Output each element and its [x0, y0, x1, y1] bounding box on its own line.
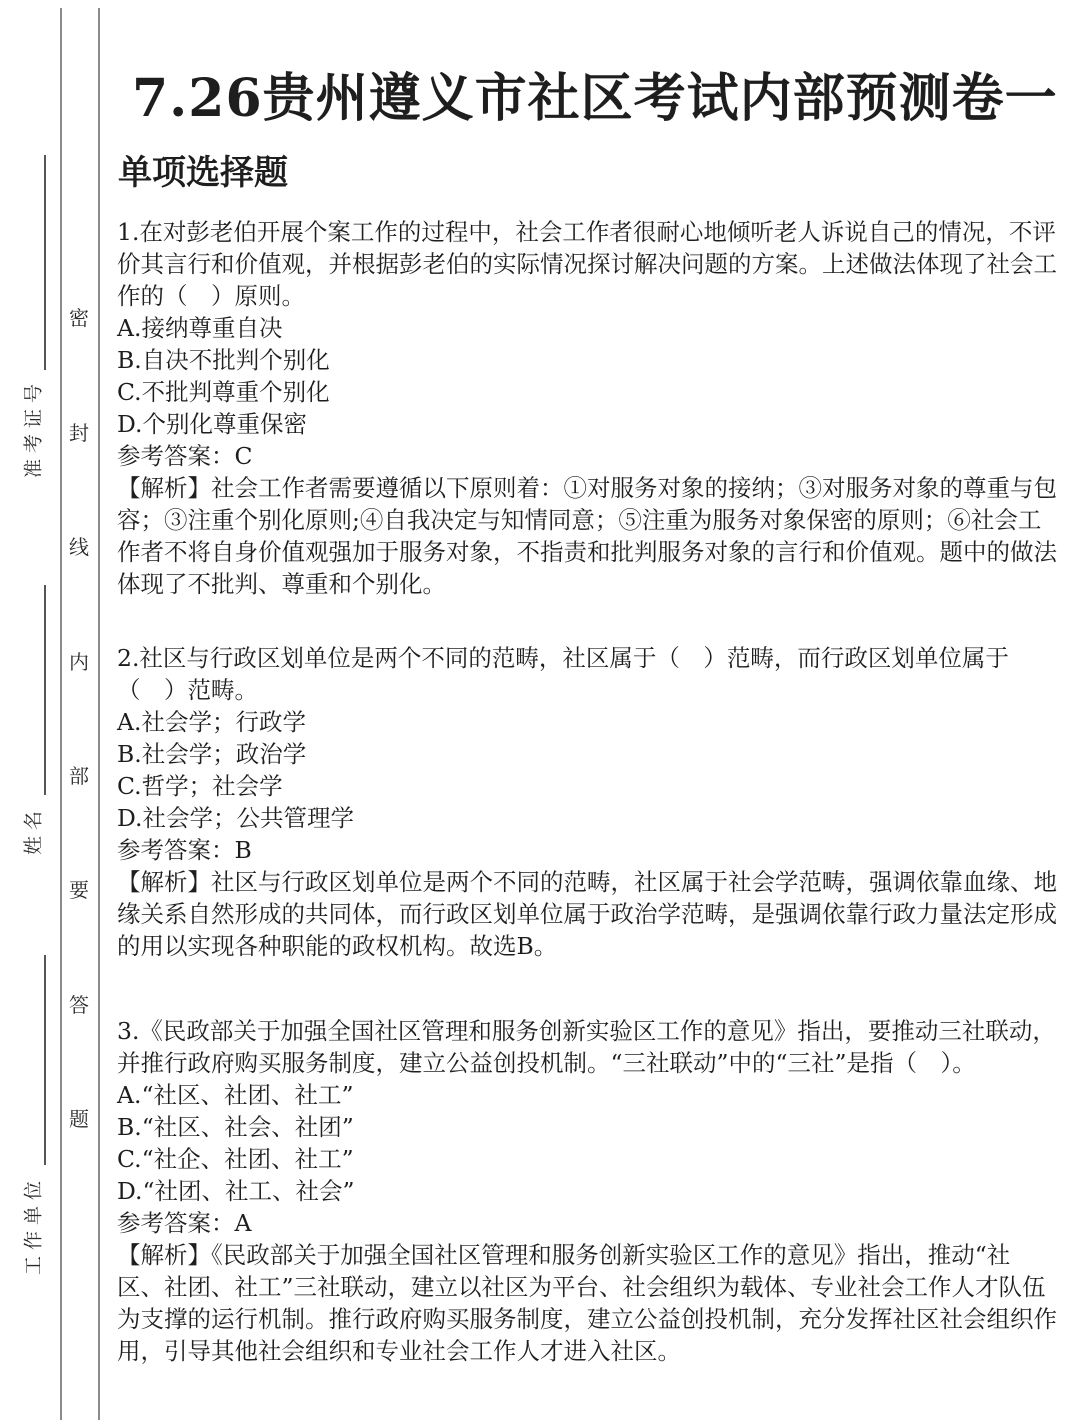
question-1: [117, 216, 1057, 600]
question-stem: 2.社区与行政区划单位是两个不同的范畴，社区属于（ ）范畴，而行政区划单位属于（ ）范畴。: [117, 644, 1009, 704]
binding-line-outer: [60, 8, 62, 1420]
option-c: C.不批判尊重个别化: [117, 378, 330, 406]
answer: 参考答案：A: [117, 1209, 252, 1237]
option-d: D.“社团、社工、社会”: [117, 1177, 355, 1205]
question-2: [117, 642, 1057, 962]
seal-char: 答: [69, 993, 89, 1017]
answer: 参考答案：C: [117, 442, 253, 470]
section-heading: 单项选择题: [118, 153, 288, 193]
seal-char: 内: [69, 650, 89, 674]
option-a: A.“社区、社团、社工”: [117, 1081, 354, 1109]
question-stem: 3.《民政部关于加强全国社区管理和服务创新实验区工作的意见》指出，要推动三社联动，并推行政府购买服务制度，建立公益创投机制。“三社联动”中的“三社”是指（ ）。: [117, 1017, 1056, 1077]
analysis: 【解析】社区与行政区划单位是两个不同的范畴，社区属于社会学范畴，强调依靠血缘、地缘关系自然形成的共同体，而行政区划单位属于政治学范畴，是强调依靠行政力量法定形成的用以实现各种职能的政权机构。故选B。: [117, 868, 1057, 960]
analysis: 【解析】社会工作者需要遵循以下原则着：①对服务对象的接纳；③对服务对象的尊重与包容；③注重个别化原则;④自我决定与知情同意；⑤注重为服务对象保密的原则；⑥社会工作者不将自身价值观强加于服务对象，不指责和批判服务对象的言行和价值观。题中的做法体现了不批判、尊重和个别化。: [117, 474, 1057, 598]
exam-number-underline: [44, 155, 46, 370]
seal-char: 封: [69, 421, 89, 445]
option-a: A.接纳尊重自决: [117, 314, 283, 342]
work-unit-underline: [44, 955, 46, 1165]
option-d: D.社会学；公共管理学: [117, 804, 354, 832]
seal-char: 部: [69, 764, 89, 788]
option-a: A.社会学；行政学: [117, 708, 306, 736]
option-b: B.“社区、社会、社团”: [117, 1113, 354, 1141]
question-stem: 1.在对彭老伯开展个案工作的过程中，社会工作者很耐心地倾听老人诉说自己的情况，不评价其言行和价值观，并根据彭老伯的实际情况探讨解决问题的方案。上述做法体现了社会工作的（ ）原则。: [117, 218, 1057, 310]
name-label: 姓名: [22, 804, 45, 856]
question-3: [117, 1015, 1057, 1367]
option-b: B.自决不批判个别化: [117, 346, 330, 374]
work-unit-label: 工作单位: [22, 1174, 45, 1276]
seal-char: 密: [69, 306, 89, 330]
option-c: C.“社企、社团、社工”: [117, 1145, 354, 1173]
option-b: B.社会学；政治学: [117, 740, 307, 768]
seal-char: 线: [69, 535, 89, 559]
seal-char: 要: [69, 878, 89, 902]
exam-number-label: 准考证号: [22, 377, 45, 479]
analysis: 【解析】《民政部关于加强全国社区管理和服务创新实验区工作的意见》指出，推动“社区、社团、社工”三社联动，建立以社区为平台、社会组织为载体、专业社会工作人才队伍为支撑的运行机制。推行政府购买服务制度，建立公益创投机制，充分发挥社区社会组织作用，引导其他社会组织和专业社会工作人才进入社区。: [117, 1241, 1057, 1365]
name-underline: [44, 585, 46, 795]
answer: 参考答案：B: [117, 836, 252, 864]
page-title: 7.26贵州遵义市社区考试内部预测卷一: [132, 68, 1058, 129]
option-c: C.哲学；社会学: [117, 772, 283, 800]
binding-line-inner: [98, 8, 100, 1420]
seal-char: 题: [69, 1107, 89, 1131]
option-d: D.个别化尊重保密: [117, 410, 307, 438]
